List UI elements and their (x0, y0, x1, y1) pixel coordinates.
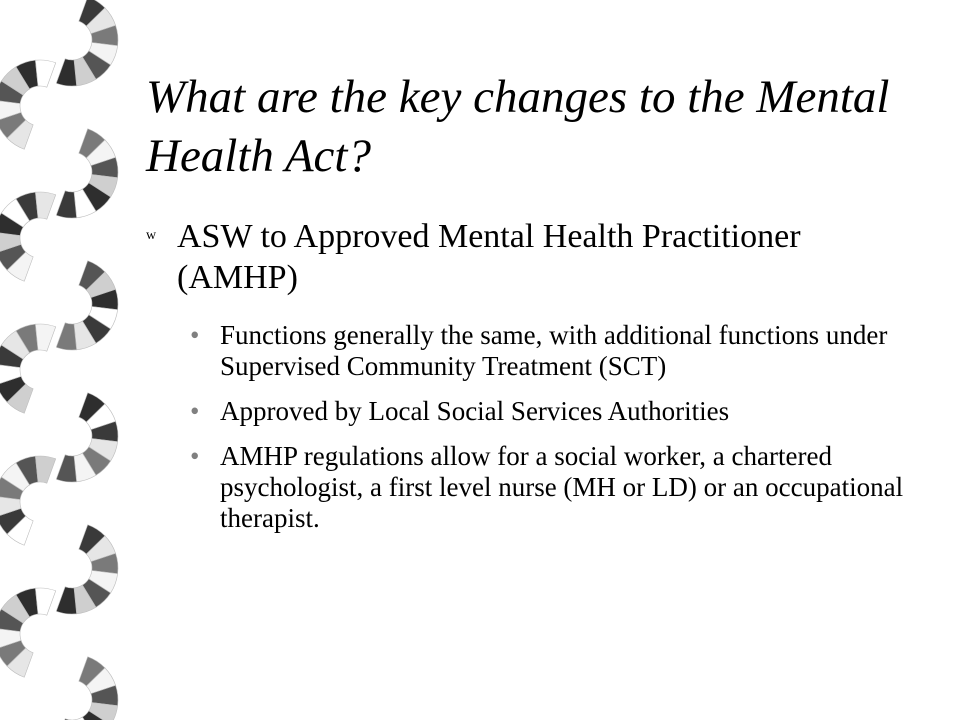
sub-bullet-marker: • (190, 441, 200, 471)
sub-bullet-item (190, 320, 930, 382)
fan-segment (0, 324, 56, 413)
fan-segment (56, 0, 118, 86)
sub-bullet-item (190, 441, 930, 534)
fan-border-decoration (0, 0, 130, 720)
fan-blade (56, 59, 76, 86)
fan-segment (56, 525, 118, 614)
fan-segment (0, 456, 56, 545)
fan-blade (35, 456, 55, 483)
main-bullet-text: ASW to Approved Mental Health Practitioner (AMHP) (177, 218, 801, 296)
sub-bullet-list (190, 320, 930, 548)
fan-segment (56, 393, 118, 482)
sub-bullet-marker: • (190, 320, 200, 350)
fan-segment (56, 129, 118, 218)
fan-blade (35, 324, 55, 351)
fan-blade (35, 588, 55, 615)
slide-title: What are the key changes to the Mental Health Act? (146, 71, 890, 182)
main-bullet-item (146, 216, 906, 298)
sub-bullet-text: Approved by Local Social Services Authorities (220, 396, 730, 426)
sub-bullet-text: Functions generally the same, with additional functions under Supervised Community Treatment (SCT) (220, 320, 888, 381)
fan-blade (56, 455, 76, 482)
fan-blade (56, 587, 76, 614)
bullet-marker: w (146, 228, 157, 243)
fan-segment (0, 192, 56, 281)
sub-bullet-item (190, 396, 930, 427)
fan-blade (35, 192, 55, 219)
sub-bullet-marker: • (190, 396, 200, 426)
fan-blade (56, 191, 76, 218)
fan-segment (0, 60, 56, 149)
fan-segment (56, 261, 118, 350)
fan-segment (0, 588, 56, 677)
fan-blade (35, 60, 55, 87)
fan-segment (56, 657, 118, 720)
sub-bullet-text: AMHP regulations allow for a social worker, a chartered psychologist, a first level nurse (MH or LD) or an occupational therapist. (220, 441, 904, 533)
fan-blade (56, 323, 76, 350)
